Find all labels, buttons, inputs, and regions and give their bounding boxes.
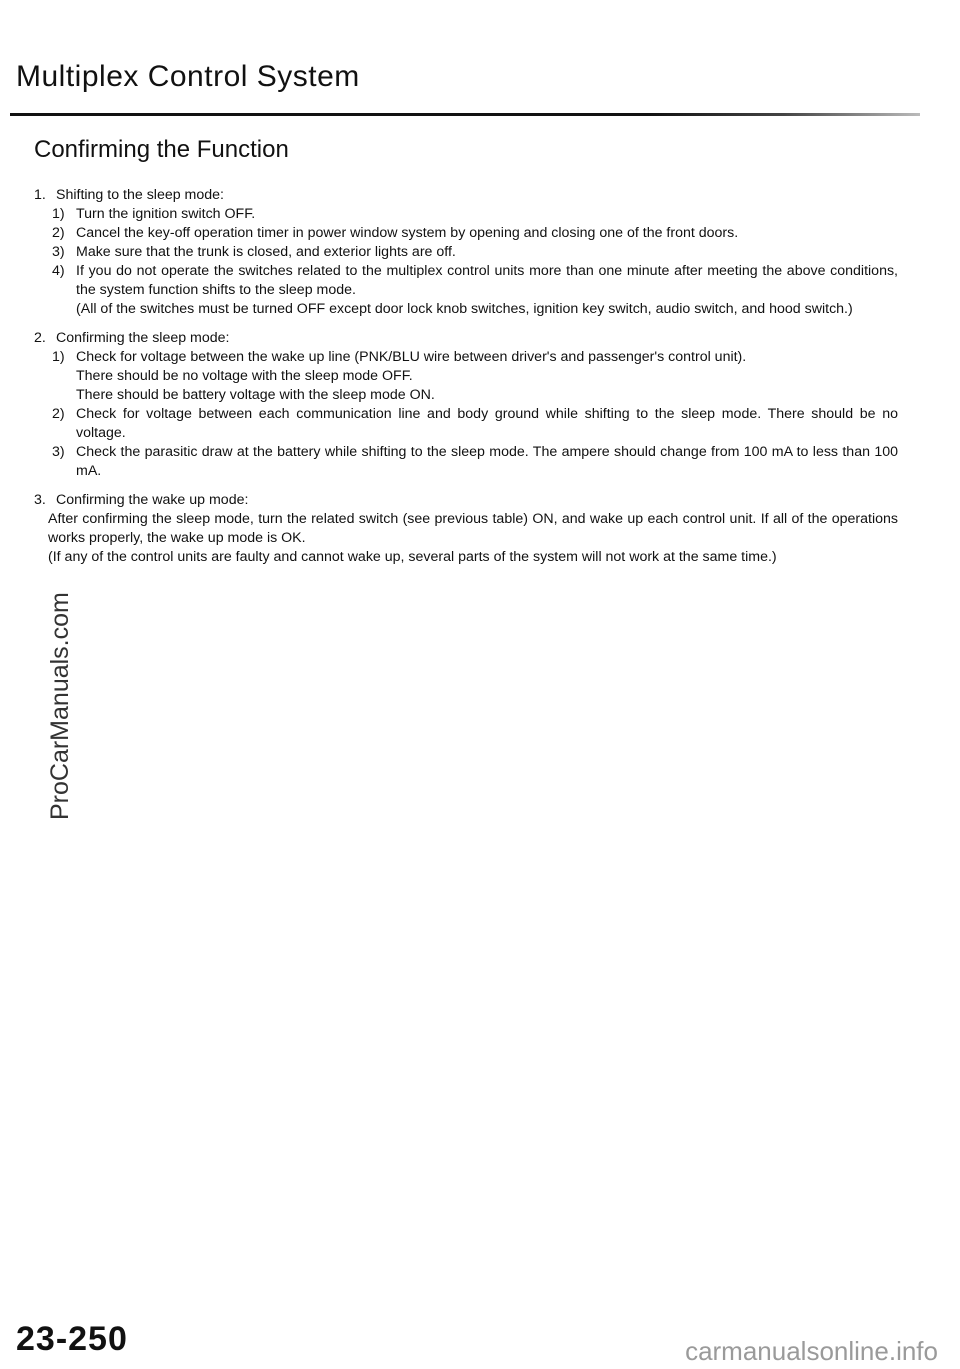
substep xyxy=(52,405,898,443)
substep-note: (All of the switches must be turned OFF except door lock knob switches, ignition key switch, audio switch, and hood switch.) xyxy=(76,301,853,317)
substep-text: Make sure that the trunk is closed, and exterior lights are off. xyxy=(76,244,456,260)
substep-number: 1) xyxy=(52,349,65,365)
substep-text: Turn the ignition switch OFF. xyxy=(76,206,256,222)
side-watermark: ProCarManuals.com xyxy=(46,592,74,820)
step-heading: Confirming the sleep mode: xyxy=(56,330,230,346)
page-number: 23-250 xyxy=(16,1320,128,1358)
substep-number: 2) xyxy=(52,225,65,241)
step-body: After confirming the sleep mode, turn the related switch (see previous table) ON, and wake up each control unit. If all of the operations works properly, the wake up mode is OK. xyxy=(48,511,898,546)
step-number: 1. xyxy=(34,187,46,203)
substep-note: There should be no voltage with the sleep mode OFF. xyxy=(76,368,413,384)
substep-number: 3) xyxy=(52,244,65,260)
substep-text: Cancel the key-off operation timer in power window system by opening and closing one of the front doors. xyxy=(76,225,739,241)
procedure-step-1 xyxy=(34,186,898,319)
title-divider xyxy=(10,113,920,116)
substep-number: 2) xyxy=(52,406,65,422)
procedure-list xyxy=(34,186,898,577)
step-body-note: (If any of the control units are faulty and cannot wake up, several parts of the system will not work at the same time.) xyxy=(48,549,777,565)
substep-text: Check for voltage between each communication line and body ground while shifting to the sleep mode. There should be no voltage. xyxy=(76,406,898,441)
step-number: 2. xyxy=(34,330,46,346)
substep xyxy=(52,224,898,243)
substep-number: 3) xyxy=(52,444,65,460)
step-number: 3. xyxy=(34,492,46,508)
substep xyxy=(52,205,898,224)
substep-text: If you do not operate the switches related to the multiplex control units more than one minute after meeting the above conditions, the system function shifts to the sleep mode. xyxy=(76,263,898,298)
substep-text: Check for voltage between the wake up line (PNK/BLU wire between driver's and passenger's control unit). xyxy=(76,349,747,365)
substep xyxy=(52,262,898,319)
procedure-step-3 xyxy=(34,491,898,567)
substep-number: 4) xyxy=(52,263,65,279)
page-title: Multiplex Control System xyxy=(16,60,360,93)
substep-number: 1) xyxy=(52,206,65,222)
substep xyxy=(52,443,898,481)
section-title: Confirming the Function xyxy=(34,136,289,163)
procedure-step-2 xyxy=(34,329,898,481)
footer-watermark: carmanualsonline.info xyxy=(685,1336,938,1366)
substep xyxy=(52,348,898,405)
step-heading: Confirming the wake up mode: xyxy=(56,492,249,508)
substep-text: Check the parasitic draw at the battery while shifting to the sleep mode. The ampere should change from 100 mA to less than 100 mA. xyxy=(76,444,898,479)
substep-note: There should be battery voltage with the sleep mode ON. xyxy=(76,387,435,403)
substep xyxy=(52,243,898,262)
step-heading: Shifting to the sleep mode: xyxy=(56,187,224,203)
